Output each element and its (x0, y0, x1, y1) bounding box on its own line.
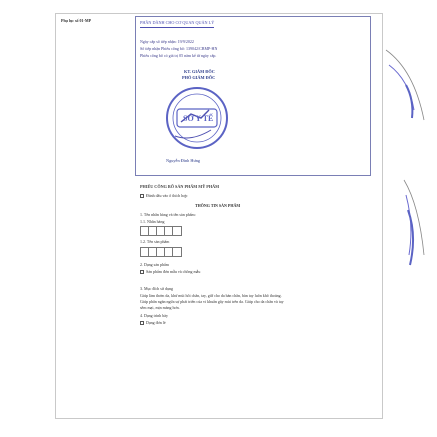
char-box (149, 248, 157, 256)
label-char-boxes (140, 226, 182, 236)
section-3-text-3: sẽm mại, mịn màng hơn. (140, 305, 180, 310)
section-3-text-1: Giúp làm thơm da, khử mùi hôi chân, tay, giữ cho da bàn chân, bàn tay luôn khô thoáng. (140, 293, 282, 298)
name-char-boxes (140, 247, 182, 257)
page-curl-decoration-top (384, 40, 429, 130)
char-box (173, 248, 181, 256)
official-seal (161, 82, 233, 154)
stamp-lines (140, 39, 300, 59)
char-box (149, 227, 157, 235)
checkbox-icon (140, 194, 144, 198)
section-2a-text: Sản phẩm đơn mẫu và chồng mẫu (146, 269, 201, 274)
section-3: 3. Mục đích sử dụng (140, 286, 173, 291)
char-box (165, 248, 173, 256)
section-2a-row (140, 269, 200, 275)
section-4: 4. Dạng trình bày (140, 313, 168, 318)
section-1a: 1.1. Nhãn hàng (140, 219, 165, 224)
checkbox-icon (140, 321, 144, 325)
section-1b: 1.2. Tên sản phẩm (140, 239, 170, 244)
section-heading: THÔNG TIN SẢN PHẨM (195, 203, 241, 208)
char-box (141, 227, 149, 235)
section-2: 2. Dạng sản phẩm (140, 262, 169, 267)
authority-stamp (135, 16, 371, 176)
section-1: 1. Tên nhãn hàng và tên sản phẩm: (140, 212, 196, 217)
seal-caption-1: KT. GIÁM ĐỐC (184, 69, 215, 74)
page-curl-decoration-bottom (384, 175, 429, 270)
instruction-line (140, 193, 187, 199)
section-3-text-2: Giúp phấn ngăn ngừa sự phát triển của vi khuẩn gây mùi trên da. Giúp cho da chân và tay (140, 299, 284, 304)
form-code: Phụ lục số 01-MP (61, 18, 92, 23)
char-box (157, 227, 165, 235)
stamp-header-line: PHẦN DÀNH CHO CƠ QUAN QUẢN LÝ (140, 20, 214, 28)
section-4a-text: Dạng đơn lẻ (146, 320, 166, 325)
char-box (157, 248, 165, 256)
seal-caption-2: PHÓ GIÁM ĐỐC (182, 75, 216, 80)
instruction-text: Đánh dấu vào ô thích hợp (146, 193, 188, 198)
seal-text: SỞ Y TẾ (183, 114, 214, 123)
char-box (173, 227, 181, 235)
checkbox-icon (140, 270, 144, 274)
stamp-line-2: Số tiếp nhận Phiếu công bố: 139042/CBMP-HN (140, 45, 218, 51)
signer-name: Nguyễn Đình Hưng (166, 158, 201, 163)
certificate-title: PHIẾU CÔNG BỐ SẢN PHẨM MỸ PHẨM (140, 184, 220, 189)
char-box (165, 227, 173, 235)
stamp-header (140, 20, 300, 28)
char-box (141, 248, 149, 256)
stamp-line-3: Phiếu công bố có giá trị 05 năm kể từ ngày cấp. (140, 52, 217, 58)
section-4a-row (140, 320, 166, 326)
stamp-line-1: Ngày cấp số tiếp nhận: 19/9/2022 (140, 39, 194, 44)
